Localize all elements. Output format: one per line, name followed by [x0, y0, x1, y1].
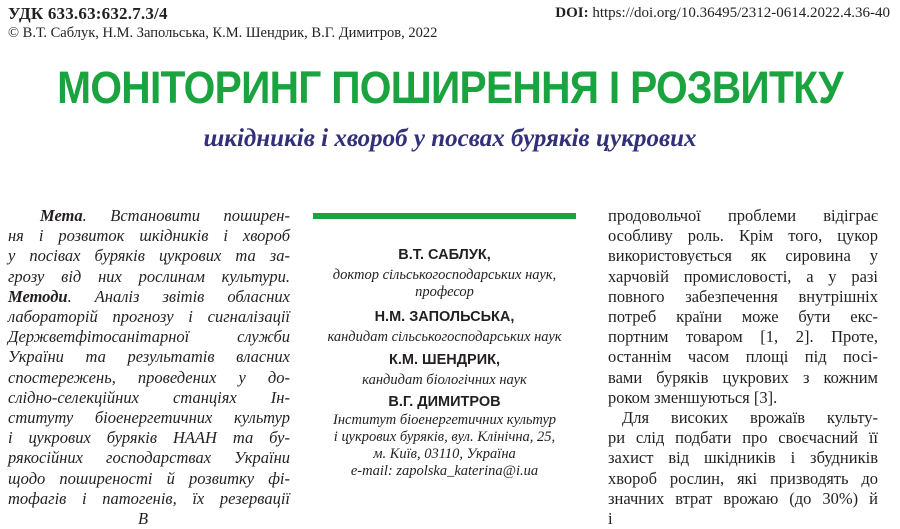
author-affiliation: і цукрових буряків, вул. Клінічна, 25, — [333, 429, 556, 445]
abstract-text: рякосійних господарствах України — [8, 448, 290, 468]
abstract-line — [8, 226, 290, 246]
author-affiliation: м. Київ, 03110, Україна — [373, 446, 516, 462]
body-text-column — [608, 206, 878, 529]
author-name: Н.М. ЗАПОЛЬСЬКА, — [374, 309, 515, 325]
abstract-text: України та результатів власних — [8, 347, 290, 367]
author-name: В.Т. САБЛУК, — [398, 247, 491, 263]
udc-code: УДК 633.63:632.7.3/4 — [8, 4, 168, 23]
abstract-text: Держветфітосанітарної служби — [8, 327, 290, 347]
body-line: повного забезпечення внутрішніх — [608, 286, 878, 306]
abstract-text: тофагів і патогенів, їх резервації — [8, 488, 290, 508]
author-degree: доктор сільськогосподарських наук, — [332, 267, 557, 283]
body-line: роком зменшуються [3]. — [608, 387, 778, 407]
body-line: продовольчої проблеми відіграє — [608, 206, 878, 225]
body-line: портним товаром [1, 2]. Проте, — [608, 327, 878, 347]
abstract-text: слідно-селекційних станціях Ін- — [8, 387, 290, 407]
body-line: хвороб рослин, які призводять до — [608, 468, 878, 488]
author-name: К.М. ШЕНДРИК, — [388, 352, 501, 368]
abstract-text: у посівах буряків цукрових та за- — [8, 246, 290, 266]
abstract-text: . Встановити поширен- — [82, 206, 290, 225]
body-line: Для високих врожаїв культу- — [622, 408, 878, 428]
doi-line — [555, 5, 890, 22]
body-line: потреб країни може бути екс- — [608, 307, 878, 327]
abstract-column — [8, 206, 290, 529]
abstract-text: щодо поширеності й розвитку фі- — [8, 468, 290, 488]
copyright-line: © В.Т. Саблук, Н.М. Запольська, К.М. Шендрик, В.Г. Димитров, 2022 — [8, 25, 438, 41]
body-line: вами буряків цукрових з кожним — [608, 367, 878, 387]
abstract-text: лабораторій прогнозу і сигналізації — [8, 307, 290, 327]
abstract-text: В — [138, 509, 149, 529]
body-line: використовується як сировина у — [608, 246, 878, 266]
abstract-line — [8, 307, 290, 327]
abstract-text: ституту біоенергетичних культур — [8, 408, 290, 428]
article-title: МОНІТОРИНГ ПОШИРЕННЯ І РОЗВИТКУ — [57, 62, 843, 113]
body-line: останнім часом площі під посі- — [608, 347, 878, 367]
abstract-text: грозу від них рослинам культури. — [8, 266, 290, 286]
article-subtitle: шкідників і хвороб у посвах буряків цукрових — [203, 125, 697, 152]
author-degree: кандидат біологічних наук — [362, 372, 527, 388]
abstract-text: і цукрових буряків НААН та бу- — [8, 428, 290, 448]
abstract-line — [8, 509, 290, 529]
author-block — [313, 213, 576, 519]
abstract-heading: Мета — [40, 206, 83, 225]
abstract-line — [8, 206, 290, 226]
abstract-line — [8, 347, 290, 367]
abstract-line — [8, 448, 290, 468]
abstract-line — [8, 428, 290, 448]
abstract-line — [8, 489, 290, 509]
author-degree: кандидат сільськогосподарських наук — [327, 329, 562, 345]
abstract-heading: Методи — [8, 286, 68, 306]
doi-link[interactable]: https://doi.org/10.36495/2312-0614.2022.4.36-40 — [592, 5, 890, 21]
body-line: ри слід подбати про своєчасний її — [608, 428, 878, 448]
abstract-line — [8, 388, 290, 408]
author-name: В.Г. ДИМИТРОВ — [388, 394, 501, 410]
abstract-line — [8, 408, 290, 428]
author-affiliation: e-mail: zapolska_katerina@i.ua — [350, 463, 539, 479]
body-line: захист від шкідників і збудників — [608, 448, 878, 468]
abstract-line — [8, 368, 290, 388]
author-degree: професор — [415, 284, 474, 300]
abstract-text: . Аналіз звітів обласних — [67, 286, 290, 306]
body-line: харчовій промисловості, а у разі — [608, 266, 878, 286]
abstract-line — [8, 267, 290, 287]
abstract-line — [8, 469, 290, 489]
abstract-line — [8, 287, 290, 307]
abstract-line — [8, 327, 290, 347]
abstract-line — [8, 246, 290, 266]
body-line: значних втрат врожаю (до 30%) й — [608, 488, 878, 508]
doi-label: DOI: — [555, 5, 589, 21]
abstract-text: спостережень, проведених у до- — [8, 367, 290, 387]
body-line: і — [608, 509, 613, 529]
author-affiliation: Інститут біоенергетичних культур — [333, 412, 556, 428]
body-line: особливу роль. Крім того, цукор — [608, 226, 878, 246]
abstract-text: ня і розвиток шкідників і хвороб — [8, 226, 290, 246]
